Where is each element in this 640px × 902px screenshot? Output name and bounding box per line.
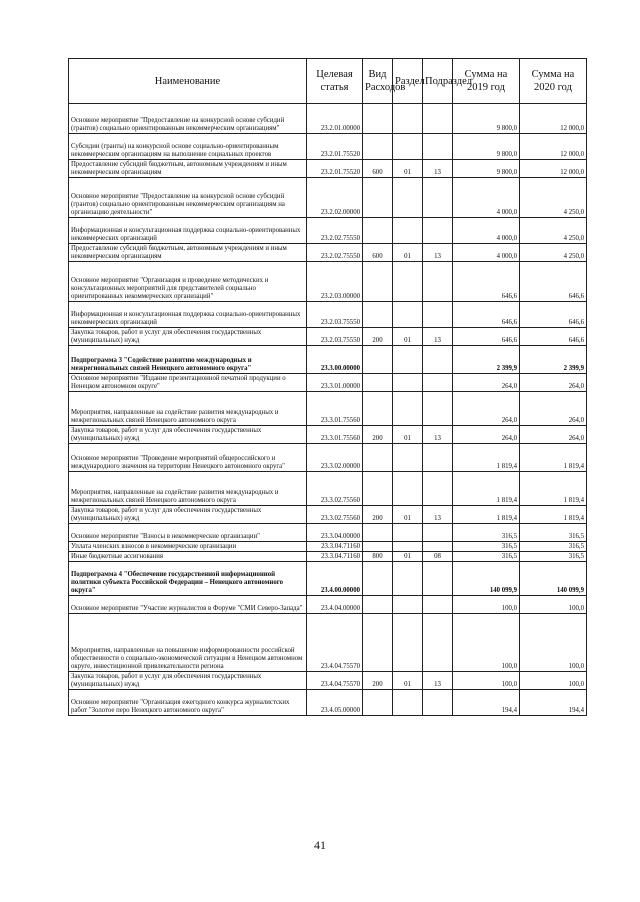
row-target-code: 23.2.01.75520 <box>307 134 363 160</box>
row-sum-2019: 100,0 <box>453 672 520 690</box>
row-sum-2020: 140 099,9 <box>520 562 587 596</box>
row-vid: 200 <box>363 426 393 444</box>
row-target-code: 23.2.02.75550 <box>307 218 363 244</box>
row-podrazdel <box>423 104 453 134</box>
row-target-code: 23.2.03.75550 <box>307 302 363 328</box>
row-target-code: 23.3.01.00000 <box>307 374 363 392</box>
header-podrazdel: Подраздел <box>423 59 453 104</box>
row-vid <box>363 690 393 716</box>
row-name: Основное мероприятие "Проведение мероприятий общероссийского и международного значения на территории Ненецкого автономного округа" <box>69 444 307 472</box>
row-sum-2019: 2 399,9 <box>453 346 520 374</box>
row-target-code: 23.2.03.75550 <box>307 328 363 346</box>
row-sum-2019: 1 819,4 <box>453 444 520 472</box>
row-target-code: 23.2.01.00000 <box>307 104 363 134</box>
table-row <box>69 596 587 614</box>
row-vid <box>363 134 393 160</box>
row-podrazdel <box>423 614 453 672</box>
row-sum-2020: 646,6 <box>520 262 587 302</box>
row-sum-2020: 316,5 <box>520 552 587 562</box>
row-razdel <box>393 690 423 716</box>
row-sum-2020: 12 000,0 <box>520 134 587 160</box>
row-target-code: 23.3.00.00000 <box>307 346 363 374</box>
row-vid: 200 <box>363 672 393 690</box>
row-vid: 600 <box>363 244 393 262</box>
row-sum-2020: 646,6 <box>520 302 587 328</box>
row-podrazdel: 13 <box>423 244 453 262</box>
table-row <box>69 506 587 524</box>
row-podrazdel <box>423 542 453 552</box>
row-target-code: 23.2.03.00000 <box>307 262 363 302</box>
row-podrazdel <box>423 218 453 244</box>
row-sum-2019: 316,5 <box>453 552 520 562</box>
row-razdel <box>393 562 423 596</box>
row-name: Предоставление субсидий бюджетным, автономным учреждениям и иным некоммерческим организациям <box>69 244 307 262</box>
table-row <box>69 134 587 160</box>
row-sum-2019: 4 000,0 <box>453 244 520 262</box>
table-row <box>69 178 587 218</box>
row-podrazdel <box>423 346 453 374</box>
row-razdel <box>393 178 423 218</box>
row-podrazdel <box>423 596 453 614</box>
row-vid <box>363 472 393 506</box>
row-sum-2020: 2 399,9 <box>520 346 587 374</box>
row-sum-2020: 4 250,0 <box>520 178 587 218</box>
row-name: Иные бюджетные ассигнования <box>69 552 307 562</box>
row-name: Основное мероприятие "Предоставление на конкурсной основе субсидий (грантов) социально ориентированным некоммерческим организациям на организацию деятельности" <box>69 178 307 218</box>
table-row <box>69 160 587 178</box>
row-target-code: 23.4.04.75570 <box>307 614 363 672</box>
header-sum-2019: Сумма на 2019 год <box>453 59 520 104</box>
row-target-code: 23.2.02.00000 <box>307 178 363 218</box>
row-sum-2020: 1 819,4 <box>520 472 587 506</box>
row-razdel <box>393 346 423 374</box>
table-row <box>69 262 587 302</box>
row-name: Подпрограмма 4 "Обеспечение государственной информационной политики субъекта Российской Федерации – Ненецкого автономного округа" <box>69 562 307 596</box>
row-sum-2020: 264,0 <box>520 392 587 426</box>
table-row <box>69 542 587 552</box>
table-row <box>69 104 587 134</box>
row-sum-2020: 264,0 <box>520 374 587 392</box>
row-name: Мероприятия, направленные на содействие развития международных и межрегиональных связей Ненецкого автономного округа <box>69 392 307 426</box>
row-razdel <box>393 218 423 244</box>
row-sum-2020: 646,6 <box>520 328 587 346</box>
row-vid <box>363 374 393 392</box>
table-row <box>69 392 587 426</box>
row-target-code: 23.2.01.75520 <box>307 160 363 178</box>
row-razdel <box>393 444 423 472</box>
row-podrazdel <box>423 262 453 302</box>
table-row <box>69 426 587 444</box>
row-sum-2019: 9 800,0 <box>453 160 520 178</box>
row-razdel <box>393 262 423 302</box>
row-name: Информационная и консультационная поддержка социально-ориентированных некоммерческих организаций <box>69 302 307 328</box>
row-sum-2020: 4 250,0 <box>520 218 587 244</box>
row-vid <box>363 104 393 134</box>
row-sum-2019: 1 819,4 <box>453 506 520 524</box>
row-vid <box>363 302 393 328</box>
table-row <box>69 672 587 690</box>
row-razdel: 01 <box>393 328 423 346</box>
row-razdel <box>393 472 423 506</box>
table-row <box>69 346 587 374</box>
row-sum-2020: 264,0 <box>520 426 587 444</box>
row-sum-2019: 646,6 <box>453 262 520 302</box>
row-target-code: 23.4.04.75570 <box>307 672 363 690</box>
row-razdel <box>393 392 423 426</box>
row-sum-2020: 12 000,0 <box>520 104 587 134</box>
row-target-code: 23.3.04.71160 <box>307 542 363 552</box>
row-razdel <box>393 596 423 614</box>
row-razdel <box>393 542 423 552</box>
row-podrazdel: 13 <box>423 160 453 178</box>
row-sum-2020: 1 819,4 <box>520 506 587 524</box>
row-sum-2020: 100,0 <box>520 596 587 614</box>
row-sum-2019: 100,0 <box>453 614 520 672</box>
row-name: Основное мероприятие "Организация и проведение методических и консультационных мероприятий для представителей социально ориентированных некоммерческих организаций" <box>69 262 307 302</box>
row-name: Мероприятия, направленные на содействие развития международных и межрегиональных связей Ненецкого автономного округа <box>69 472 307 506</box>
row-target-code: 23.3.01.75560 <box>307 426 363 444</box>
row-vid <box>363 262 393 302</box>
row-razdel: 01 <box>393 426 423 444</box>
row-sum-2019: 646,6 <box>453 302 520 328</box>
table-row <box>69 374 587 392</box>
row-vid: 800 <box>363 552 393 562</box>
row-razdel: 01 <box>393 160 423 178</box>
row-podrazdel <box>423 690 453 716</box>
row-sum-2020: 316,5 <box>520 524 587 542</box>
row-sum-2019: 4 000,0 <box>453 218 520 244</box>
table-row <box>69 218 587 244</box>
table-header-row <box>69 59 587 104</box>
row-sum-2019: 194,4 <box>453 690 520 716</box>
row-podrazdel: 13 <box>423 426 453 444</box>
row-name: Основное мероприятие "Издание презентационной печатной продукции о Ненецком автономном округе" <box>69 374 307 392</box>
header-sum-2020: Сумма на 2020 год <box>520 59 587 104</box>
row-podrazdel <box>423 562 453 596</box>
row-podrazdel: 13 <box>423 506 453 524</box>
row-razdel: 01 <box>393 552 423 562</box>
row-sum-2019: 1 819,4 <box>453 472 520 506</box>
row-sum-2019: 100,0 <box>453 596 520 614</box>
table-row <box>69 302 587 328</box>
row-vid <box>363 614 393 672</box>
row-vid <box>363 392 393 426</box>
row-name: Информационная и консультационная поддержка социально-ориентированных некоммерческих организаций <box>69 218 307 244</box>
table-row <box>69 444 587 472</box>
row-podrazdel <box>423 472 453 506</box>
row-podrazdel <box>423 178 453 218</box>
table-row <box>69 690 587 716</box>
row-podrazdel <box>423 302 453 328</box>
row-target-code: 23.3.02.75560 <box>307 506 363 524</box>
row-sum-2019: 316,5 <box>453 542 520 552</box>
row-sum-2019: 4 000,0 <box>453 178 520 218</box>
row-razdel <box>393 104 423 134</box>
row-name: Закупка товаров, работ и услуг для обеспечения государственных (муниципальных) нужд <box>69 328 307 346</box>
row-vid <box>363 596 393 614</box>
row-target-code: 23.3.02.75560 <box>307 472 363 506</box>
row-razdel <box>393 302 423 328</box>
row-name: Подпрограмма 3 "Содействие развитию международных и межрегиональных связей Ненецкого автономного округа" <box>69 346 307 374</box>
row-name: Закупка товаров, работ и услуг для обеспечения государственных (муниципальных) нужд <box>69 426 307 444</box>
row-sum-2019: 264,0 <box>453 392 520 426</box>
row-name: Основное мероприятие "Организация ежегодного конкурса журналистских работ "Золотое перо Ненецкого автономного округа" <box>69 690 307 716</box>
row-podrazdel <box>423 524 453 542</box>
row-razdel <box>393 614 423 672</box>
row-name: Субсидии (гранты) на конкурсной основе социально-ориентированным некоммерческим организациям на выполнение социальных проектов <box>69 134 307 160</box>
table-row <box>69 328 587 346</box>
row-podrazdel <box>423 134 453 160</box>
row-vid <box>363 444 393 472</box>
row-vid <box>363 562 393 596</box>
header-name: Наименование <box>69 59 307 104</box>
table-row <box>69 552 587 562</box>
row-vid: 200 <box>363 506 393 524</box>
row-name: Основное мероприятие "Участие журналистов в Форуме "СМИ Северо-Запада" <box>69 596 307 614</box>
row-name: Основное мероприятие "Предоставление на конкурсной основе субсидий (грантов) социально ориентированным некоммерческим организациям" <box>69 104 307 134</box>
row-name: Закупка товаров, работ и услуг для обеспечения государственных (муниципальных) нужд <box>69 672 307 690</box>
row-sum-2020: 316,5 <box>520 542 587 552</box>
row-vid <box>363 346 393 374</box>
row-vid <box>363 178 393 218</box>
row-razdel: 01 <box>393 506 423 524</box>
row-sum-2020: 4 250,0 <box>520 244 587 262</box>
table-body <box>69 104 587 716</box>
row-podrazdel <box>423 392 453 426</box>
row-vid <box>363 542 393 552</box>
row-target-code: 23.3.01.75560 <box>307 392 363 426</box>
budget-table <box>68 58 587 716</box>
table-row <box>69 614 587 672</box>
row-sum-2019: 264,0 <box>453 374 520 392</box>
page-number: 41 <box>314 838 326 852</box>
row-target-code: 23.3.04.71160 <box>307 552 363 562</box>
row-target-code: 23.4.04.00000 <box>307 596 363 614</box>
row-podrazdel <box>423 374 453 392</box>
table-row <box>69 524 587 542</box>
table-row <box>69 472 587 506</box>
row-sum-2019: 316,5 <box>453 524 520 542</box>
row-name: Предоставление субсидий бюджетным, автономным учреждениям и иным некоммерческим организациям <box>69 160 307 178</box>
row-name: Основное мероприятие "Взносы в некоммерческие организации" <box>69 524 307 542</box>
row-vid: 200 <box>363 328 393 346</box>
row-podrazdel: 13 <box>423 328 453 346</box>
row-sum-2019: 9 800,0 <box>453 134 520 160</box>
row-target-code: 23.3.04.00000 <box>307 524 363 542</box>
row-sum-2019: 646,6 <box>453 328 520 346</box>
header-vid: Вид Расходов <box>363 59 393 104</box>
row-podrazdel: 13 <box>423 672 453 690</box>
row-podrazdel <box>423 444 453 472</box>
row-name: Уплата членских взносов в некоммерческие организации <box>69 542 307 552</box>
header-razdel: Раздел <box>393 59 423 104</box>
row-razdel <box>393 374 423 392</box>
row-vid <box>363 218 393 244</box>
row-target-code: 23.2.02.75550 <box>307 244 363 262</box>
row-sum-2019: 264,0 <box>453 426 520 444</box>
row-name: Мероприятия, направленные на повышение информированности российской общественности о социально-экономической ситуации в Ненецком автономном округе, инвестиционной привлекательности региона <box>69 614 307 672</box>
row-razdel: 01 <box>393 672 423 690</box>
row-name: Закупка товаров, работ и услуг для обеспечения государственных (муниципальных) нужд <box>69 506 307 524</box>
row-sum-2020: 100,0 <box>520 614 587 672</box>
row-vid <box>363 524 393 542</box>
row-sum-2020: 194,4 <box>520 690 587 716</box>
header-target: Целевая статья <box>307 59 363 104</box>
table-row <box>69 244 587 262</box>
row-podrazdel: 08 <box>423 552 453 562</box>
row-sum-2019: 9 800,0 <box>453 104 520 134</box>
row-sum-2020: 12 000,0 <box>520 160 587 178</box>
row-razdel <box>393 134 423 160</box>
row-target-code: 23.4.00.00000 <box>307 562 363 596</box>
row-sum-2019: 140 099,9 <box>453 562 520 596</box>
row-target-code: 23.3.02.00000 <box>307 444 363 472</box>
row-sum-2020: 100,0 <box>520 672 587 690</box>
table-row <box>69 562 587 596</box>
row-razdel <box>393 524 423 542</box>
row-razdel: 01 <box>393 244 423 262</box>
row-vid: 600 <box>363 160 393 178</box>
row-sum-2020: 1 819,4 <box>520 444 587 472</box>
row-target-code: 23.4.05.00000 <box>307 690 363 716</box>
